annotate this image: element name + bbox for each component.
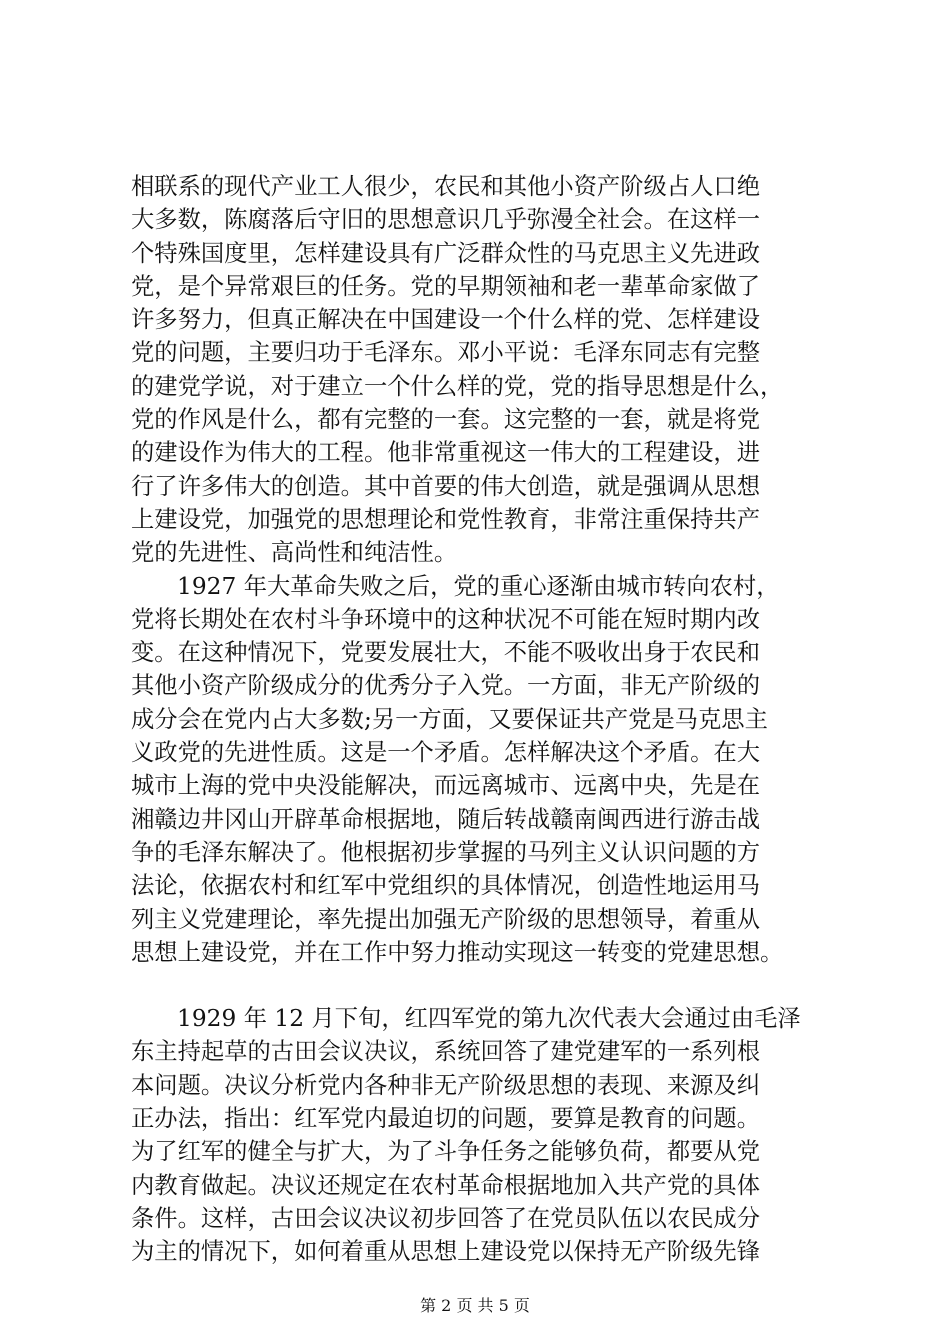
text-line: 成分会在党内占大多数;另一方面，又要保证共产党是马克思主 <box>131 705 768 733</box>
text-line: 党将长期处在农村斗争环境中的这种状况不可能在短时期内改 <box>131 605 761 633</box>
text-line: 1929 年 12 月下旬，红四军党的第九次代表大会通过由毛泽 <box>177 1005 801 1033</box>
text-line: 1927 年大革命失败之后，党的重心逐渐由城市转向农村， <box>177 572 780 600</box>
text-line: 变。在这种情况下，党要发展壮大，不能不吸收出身于农民和 <box>131 639 761 667</box>
page-number-footer: 第 2 页 共 5 页 <box>420 1296 530 1315</box>
text-line: 上建设党，加强党的思想理论和党性教育，非常注重保持共产 <box>131 505 761 533</box>
text-line: 许多努力，但真正解决在中国建设一个什么样的党、怎样建设 <box>131 306 761 334</box>
text-line: 其他小资产阶级成分的优秀分子入党。一方面，非无产阶级的 <box>131 672 761 700</box>
text-line: 的建设作为伟大的工程。他非常重视这一伟大的工程建设，进 <box>131 439 761 467</box>
paragraph-spacer <box>131 969 831 1002</box>
text-line: 城市上海的党中央没能解决，而远离城市、远离中央，先是在 <box>131 772 761 800</box>
text-line: 条件。这样，古田会议决议初步回答了在党员队伍以农民成分 <box>131 1204 761 1232</box>
text-line: 为主的情况下，如何着重从思想上建设党以保持无产阶级先锋 <box>131 1238 761 1266</box>
text-line: 本问题。决议分析党内各种非无产阶级思想的表现、来源及纠 <box>131 1071 761 1099</box>
paragraph-1 <box>131 170 831 570</box>
document-body <box>131 170 831 1269</box>
text-line: 党的问题，主要归功于毛泽东。邓小平说：毛泽东同志有完整 <box>131 339 761 367</box>
text-line: 法论，依据农村和红军中党组织的具体情况，创造性地运用马 <box>131 872 761 900</box>
text-line: 个特殊国度里，怎样建设具有广泛群众性的马克思主义先进政 <box>131 239 761 267</box>
text-line: 湘赣边井冈山开辟革命根据地，随后转战赣南闽西进行游击战 <box>131 805 761 833</box>
text-line: 大多数，陈腐落后守旧的思想意识几乎弥漫全社会。在这样一 <box>131 206 761 234</box>
text-line: 党的作风是什么，都有完整的一套。这完整的一套，就是将党 <box>131 406 761 434</box>
text-line: 行了许多伟大的创造。其中首要的伟大创造，就是强调从思想 <box>131 472 761 500</box>
text-line: 的建党学说，对于建立一个什么样的党，党的指导思想是什么， <box>131 372 784 400</box>
text-line: 思想上建设党，并在工作中努力推动实现这一转变的党建思想。 <box>131 938 784 966</box>
paragraph-3 <box>131 1002 831 1268</box>
text-line: 相联系的现代产业工人很少，农民和其他小资产阶级占人口绝 <box>131 173 761 200</box>
text-line: 党的先进性、高尚性和纯洁性。 <box>131 539 458 567</box>
text-line: 列主义党建理论，率先提出加强无产阶级的思想领导，着重从 <box>131 905 761 933</box>
text-line: 东主持起草的古田会议决议，系统回答了建党建军的一系列根 <box>131 1038 761 1066</box>
text-line: 内教育做起。决议还规定在农村革命根据地加入共产党的具体 <box>131 1171 761 1199</box>
text-line: 争的毛泽东解决了。他根据初步掌握的马列主义认识问题的方 <box>131 838 761 866</box>
text-line: 正办法，指出：红军党内最迫切的问题，要算是教育的问题。 <box>131 1105 761 1133</box>
paragraph-2 <box>131 570 831 970</box>
text-line: 义政党的先进性质。这是一个矛盾。怎样解决这个矛盾。在大 <box>131 739 761 767</box>
text-line: 为了红军的健全与扩大，为了斗争任务之能够负荷，都要从党 <box>131 1138 761 1166</box>
text-line: 党，是个异常艰巨的任务。党的早期领袖和老一辈革命家做了 <box>131 272 761 300</box>
